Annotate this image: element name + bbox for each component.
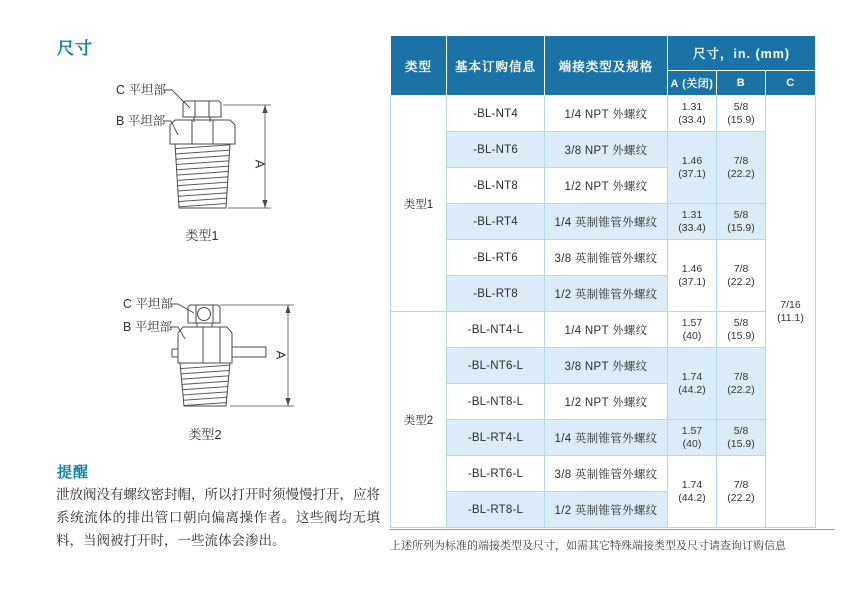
dimensions-table (390, 35, 816, 528)
arrow-down-icon (262, 200, 267, 208)
end-connection: 1/2 NPT 外螺纹 (545, 168, 668, 204)
end-connection: 1/2 NPT 外螺纹 (545, 384, 668, 420)
part-number: -BL-NT6-L (447, 348, 545, 384)
table-row (391, 240, 816, 276)
end-connection: 1/2 英制锥管外螺纹 (545, 492, 668, 528)
end-connection: 3/8 英制锥管外螺纹 (545, 456, 668, 492)
dim-b-cell: 7/8 (22.2) (717, 240, 766, 312)
type2-label-c-flats: C 平坦部 (123, 297, 174, 311)
type1-label-c-flats: C 平坦部 (116, 83, 167, 97)
type2-leader-lines (170, 304, 194, 339)
type1-label-b-flats: B 平坦部 (116, 114, 166, 128)
part-number: -BL-NT6 (447, 132, 545, 168)
table-row (391, 204, 816, 240)
type2-thread-section (180, 363, 230, 406)
dim-a-cell: 1.46 (37.1) (668, 240, 717, 312)
end-connection: 1/4 英制锥管外螺纹 (545, 420, 668, 456)
arrow-up-icon (262, 105, 267, 113)
group-type1: 类型1 (391, 96, 447, 312)
dim-b-cell: 5/8 (15.9) (717, 96, 766, 132)
notice-body: 泄放阀没有螺纹密封帽，所以打开时须慢慢打开，应将系统流体的排出管口朝向偏离操作者。这些阀均无填料，当阀被打开时，一些流体会渗出。 (56, 487, 380, 548)
header-dim-b: B (717, 71, 766, 96)
part-number: -BL-RT4-L (447, 420, 545, 456)
end-connection: 1/4 英制锥管外螺纹 (545, 204, 668, 240)
header-ordering-info: 基本订购信息 (447, 36, 545, 96)
table-row (391, 348, 816, 384)
end-connection: 1/2 英制锥管外螺纹 (545, 276, 668, 312)
header-type: 类型 (391, 36, 447, 96)
part-number: -BL-NT8-L (447, 384, 545, 420)
dim-a-cell: 1.31 (33.4) (668, 204, 717, 240)
page-title: 尺寸 (57, 39, 93, 58)
table-footnote: 上述所列为标准的端接类型及尺寸，如需其它特殊端接类型及尺寸请查询订购信息 (390, 540, 786, 552)
dim-a-cell: 1.57 (40) (668, 420, 717, 456)
header-dim-c: C (766, 71, 816, 96)
dim-a-cell: 1.74 (44.2) (668, 456, 717, 528)
type2-dim-a-label: A (273, 350, 289, 360)
dim-b-cell: 5/8 (15.9) (717, 420, 766, 456)
part-number: -BL-RT4 (447, 204, 545, 240)
type1-caption: 类型1 (185, 228, 219, 243)
dim-b-cell: 5/8 (15.9) (717, 204, 766, 240)
table-row (391, 456, 816, 492)
dim-a-cell: 1.74 (44.2) (668, 348, 717, 420)
dim-b-cell: 5/8 (15.9) (717, 312, 766, 348)
part-number: -BL-NT4-L (447, 312, 545, 348)
table-row (391, 312, 816, 348)
type2-caption: 类型2 (188, 427, 222, 442)
end-connection: 3/8 英制锥管外螺纹 (545, 240, 668, 276)
table-row (391, 96, 816, 132)
type2-label-b-flats: B 平坦部 (123, 320, 173, 334)
part-number: -BL-RT6 (447, 240, 545, 276)
end-connection: 3/8 NPT 外螺纹 (545, 132, 668, 168)
type1-diagram (108, 78, 313, 248)
part-number: -BL-NT4 (447, 96, 545, 132)
table-row (391, 420, 816, 456)
dim-b-cell: 7/8 (22.2) (717, 132, 766, 204)
dim-a-cell: 1.57 (40) (668, 312, 717, 348)
arrow-down-icon (285, 398, 290, 406)
type1-thread-section (175, 144, 230, 208)
type1-dim-a-label: A (252, 159, 268, 169)
dim-b-cell: 7/8 (22.2) (717, 348, 766, 420)
type1-leader-lines (163, 90, 190, 135)
part-number: -BL-RT6-L (447, 456, 545, 492)
end-connection: 1/4 NPT 外螺纹 (545, 96, 668, 132)
type2-diagram (108, 293, 318, 445)
part-number: -BL-RT8 (447, 276, 545, 312)
notice-title: 提醒 (57, 464, 90, 481)
table-row (391, 132, 816, 168)
table-header-row (391, 36, 816, 71)
dim-a-cell: 1.46 (37.1) (668, 132, 717, 204)
dim-a-cell: 1.31 (33.4) (668, 96, 717, 132)
part-number: -BL-NT8 (447, 168, 545, 204)
type1-fitting-body (170, 101, 235, 144)
header-dim-a: A (关闭) (668, 71, 717, 96)
header-end-connection: 端接类型及规格 (545, 36, 668, 96)
header-dimensions: 尺寸，in. (mm) (668, 36, 816, 71)
part-number: -BL-RT8-L (447, 492, 545, 528)
divider (389, 529, 835, 530)
group-type2: 类型2 (391, 312, 447, 528)
arrow-up-icon (285, 305, 290, 313)
dim-c-cell: 7/16 (11.1) (766, 96, 816, 528)
dim-b-cell: 7/8 (22.2) (717, 456, 766, 528)
end-connection: 1/4 NPT 外螺纹 (545, 312, 668, 348)
type2-fitting-body (172, 305, 266, 363)
end-connection: 3/8 NPT 外螺纹 (545, 348, 668, 384)
